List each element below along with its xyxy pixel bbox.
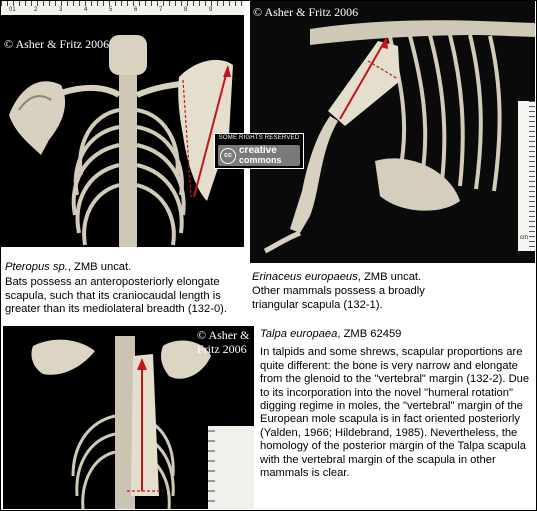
pteropus-title	[5, 261, 245, 274]
talpa-specimen: , ZMB 62459	[337, 328, 402, 340]
erinaceus-photo	[250, 1, 535, 263]
talpa-photo	[3, 326, 254, 509]
cc-logo	[218, 145, 300, 166]
pteropus-photo	[1, 1, 244, 247]
erinaceus-species: Erinaceus europaeus	[252, 271, 358, 283]
cc-word-commons: commons	[239, 155, 282, 165]
pteropus-caption	[5, 261, 245, 317]
erinaceus-copyright: © Asher & Fritz 2006	[253, 5, 359, 19]
erinaceus-specimen: , ZMB uncat.	[357, 271, 422, 283]
erinaceus-title	[252, 271, 452, 284]
talpa-description: In talpids and some shrews, scapular proportions are quite different: the bone is very narrow and elongate from the glenoid to the "vertebral" margin (132-2). Due to its incorporation into the novel "humeral rotation" digging regime in moles, the "vertebral" margin of the European mole scapula is in fact oriented posteriorly (Yalden, 1966; Hildebrand, 1985). Nevertheless, the homology of the posterior margin of the Talpa scapula with the vertebral margin of the scapula in other mammals is clear.	[260, 346, 530, 480]
pteropus-specimen: , ZMB uncat.	[67, 261, 132, 273]
erinaceus-description: Other mammals possess a broadly triangular scapula (132-1).	[252, 285, 425, 311]
cc-word-creative: creative	[239, 145, 277, 156]
ruler-right: cm	[518, 101, 535, 251]
creative-commons-badge[interactable]	[214, 133, 304, 169]
erinaceus-caption	[252, 271, 452, 312]
pteropus-species: Pteropus sp.	[5, 261, 68, 273]
pteropus-description: Bats possess an anteroposteriorly elongate scapula, such that its craniocaudal length is greater than its mediolateral breadth (132-0).	[5, 276, 228, 316]
some-rights-reserved-label: SOME RIGHTS RESERVED	[218, 135, 300, 141]
erinaceus-skeleton-illustration	[250, 1, 535, 263]
cc-icon: cc	[220, 148, 236, 164]
pteropus-copyright: © Asher & Fritz 2006	[4, 37, 110, 51]
ruler-top: 01 2 3 4 5 6 7 8 9	[1, 1, 244, 15]
talpa-title	[260, 328, 532, 341]
talpa-copyright: © Asher & Fritz 2006	[197, 328, 250, 356]
talpa-species: Talpa europaea	[260, 328, 338, 340]
talpa-caption	[260, 328, 532, 480]
